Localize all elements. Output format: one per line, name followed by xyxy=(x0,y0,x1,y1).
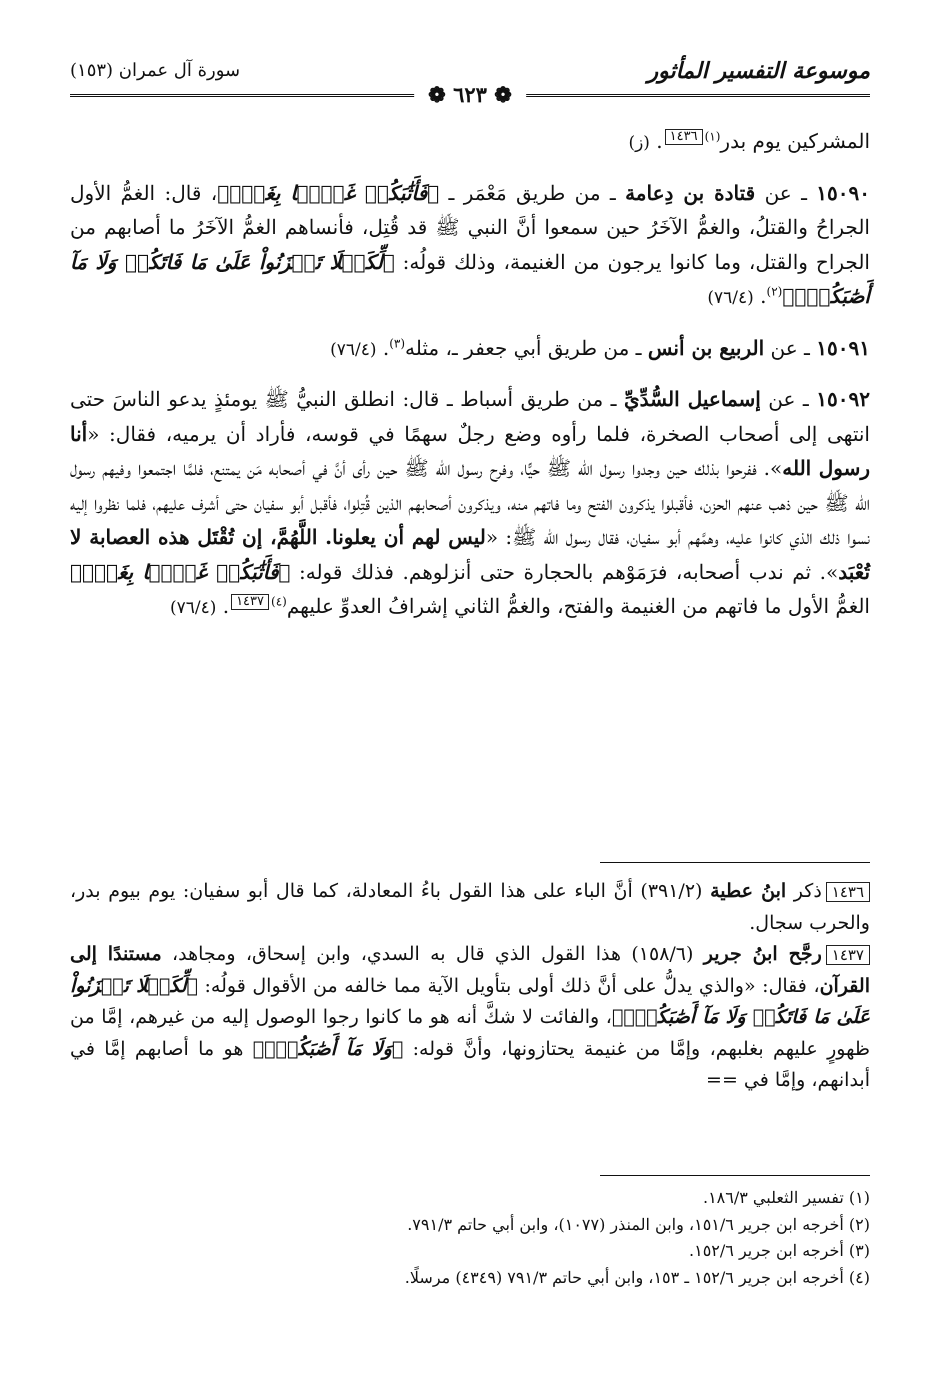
note-number-box: ١٤٣٧ xyxy=(231,594,269,610)
text-run: (٣٩١/٢) أنَّ الباء على هذا القول باءُ المعادلة، كما قال أبو سفيان: يوم بيوم بدر، والحرب سجال. xyxy=(70,880,870,934)
narration-number: ١٥٠٩١ xyxy=(816,335,870,360)
volume-reference: (٧٦/٤) xyxy=(330,339,377,360)
main-text xyxy=(70,124,870,626)
footnote: (٣) أخرجه ابن جرير ١٥٢/٦. xyxy=(689,1241,870,1260)
footnote: (٢) أخرجه ابن جرير ١٥١/٦، وابن المنذر (١٠٧٧)، وابن أبي حاتم ٧٩١/٣. xyxy=(407,1214,870,1234)
volume-reference: (٧٦/٤) xyxy=(707,288,754,308)
text-run: . xyxy=(649,129,663,153)
bold-text: رجَّح ابنُ جرير xyxy=(703,943,822,965)
text-run: . xyxy=(216,594,230,618)
quran-verse: ﴿فَأَثَٰبَكُمۡ غَمَّۢا بِغَمّٖ﴾ xyxy=(217,180,440,205)
text-run: ، قال: الغمُّ الأول الجراحُ والقتلُ، والغمُّ الآخَرُ حين سمعوا أنَّ النبي ﷺ قد قُتِل، فأنساهم الغمُّ الآخَرُ ما أصابهم من الجراح والقتل، وما كانوا يرجون من الغنيمة، وذلك قولُه: xyxy=(70,180,870,274)
paragraph xyxy=(70,176,870,316)
ornament-icon: ❁ xyxy=(486,82,512,107)
text-run: (١٥٨/٦) هذا القول الذي قال به السدي، وابن إسحاق، ومجاهد، xyxy=(161,943,704,965)
narration-number: ١٥٠٩٢ xyxy=(816,387,870,411)
quran-verse: ﴿لِّكَيۡلَا تَحۡزَنُواْ عَلَىٰ مَا فَاتَكُمۡ وَلَا مَآ أَصَٰبَكُمۡۗ﴾ xyxy=(70,974,870,1028)
text-run: . xyxy=(753,284,767,308)
text-run: ـ من طريق مَعْمَر ـ xyxy=(439,180,626,205)
volume-reference: (٧٦/٤) xyxy=(169,598,217,618)
text-run: ، والفائت لا شكَّ أنه هو ما كانوا رجوا الوصول إليه من غيرهم، إمَّا من ظهورٍ عليهم بغلبهم، وإمَّا من غنيمة يحتازونها، وأنَّ قوله: xyxy=(70,1006,870,1060)
footnote: (٤) أخرجه ابن جرير ١٥٢/٦ ـ ١٥٣، وابن أبي حاتم ٧٩١/٣ (٤٣٤٩) مرسلًا. xyxy=(404,1267,870,1287)
paragraph xyxy=(70,331,870,368)
commentary-note xyxy=(70,939,870,1097)
paragraph xyxy=(70,382,870,626)
bold-text: ابنُ عطية xyxy=(710,880,787,902)
note-number-box: ١٤٣٦ xyxy=(826,882,870,902)
commentary-notes xyxy=(70,876,870,1097)
bold-text: قتادة بن دِعامة xyxy=(625,180,756,205)
text-run: ـ من طريق أبي جعفر ـ، مثله xyxy=(405,335,648,360)
page-number xyxy=(414,82,526,107)
text-run: ـ عن xyxy=(755,180,817,205)
text-run: ذكر xyxy=(786,880,822,902)
footnotes-separator xyxy=(600,1175,870,1176)
text-run: الغمُّ الأول ما فاتهم من الغنيمة والفتح، والغمُّ الثاني إشرافُ العدوِّ عليهم xyxy=(286,594,870,618)
paragraph xyxy=(70,124,870,161)
volume-reference: (ز) xyxy=(628,133,650,153)
page-header xyxy=(70,58,870,108)
text-run: . xyxy=(376,335,390,360)
notes-separator xyxy=(600,862,870,863)
text-run: ـ عن xyxy=(764,335,817,360)
note-number-box: ١٤٣٧ xyxy=(826,945,870,965)
quran-verse: ﴿وَلَا مَآ أَصَٰبَكُمۡۗ﴾ xyxy=(252,1037,404,1060)
ornament-icon: ❁ xyxy=(428,82,454,107)
text-run: ـ عن xyxy=(760,387,817,411)
footnote-marker: (٣) xyxy=(389,335,406,350)
page-number-text: ٦٢٣ xyxy=(453,82,487,107)
text-run: ، فقال: «والذي يدلُّ على أنَّ ذلك أولى بتأويل الآية مما خالفه من الأقوال قولُه: xyxy=(197,974,820,997)
note-number-box: ١٤٣٦ xyxy=(665,129,703,145)
footnote: (١) تفسير الثعلبي ١٨٦/٣. xyxy=(702,1188,870,1207)
text-run: ». ثم ندب أصحابه، فرَمَوْهم بالحجارة حتى أنزلوهم. فذلك قوله: xyxy=(290,559,839,584)
text-run: هو ما أصابهم إمَّا في أبدانهم، وإمَّا في == xyxy=(70,1037,870,1091)
text-run: ». ففرحوا بذلك حين وجدوا رسول الله ﷺ حيًّا، وفرح رسول الله ﷺ حين رأى أنَّ في أصحابه مَن يمتنع، فلمَّا اجتمعوا وفيهم رسول الله ﷺ حين ذهب عنهم الحزن، فأقبلوا يذكرون الفتح وما فاتهم منه، ويذكرون أصحابهم الذين قُتِلوا، فأقبل أبو سفيان حتى أشرف عليهم، فلما نظروا إليه نسوا ذلك الذي كانوا عليه، وهمَّهم أبو سفيان، فقال رسول الله ﷺ: « xyxy=(70,456,870,549)
quran-verse: ﴿فَأَثَٰبَكُمۡ غَمَّۢا بِغَمّٖ﴾ xyxy=(70,559,291,584)
text-run: المشركين يوم بدر xyxy=(720,129,870,153)
bold-text: أنا رسول الله xyxy=(70,421,870,480)
bold-text: ليس لهم أن يعلونا. اللَّهُمَّ، إن تُقْتَل هذه العصابة لا تُعْبَد xyxy=(70,525,871,584)
footnotes xyxy=(70,1185,870,1291)
text-run: ـ من طريق أسباط ـ قال: انطلق النبيُّ ﷺ يومئذٍ يدعو الناسَ حتى انتهى إلى أصحاب الصخرة، فلما رأوه وضع رجلٌ سهمًا في قوسه، فأراد أن يرميه، فقال: « xyxy=(70,387,870,446)
commentary-note xyxy=(70,876,870,939)
bold-text: إسماعيل السُّدِّيِّ xyxy=(624,387,761,411)
quran-verse: ﴿لِّكَيۡلَا تَحۡزَنُواْ عَلَىٰ مَا فَاتَكُمۡ وَلَا مَآ أَصَٰبَكُمۡۗ﴾ xyxy=(70,249,870,308)
bold-text: مستندًا إلى القرآن xyxy=(70,943,870,997)
narration-number: ١٥٠٩٠ xyxy=(816,180,870,205)
footnote-marker: (١) xyxy=(704,129,721,144)
footnote-marker: (٢) xyxy=(766,284,783,299)
book-title: موسوعة التفسير المأثور xyxy=(647,58,870,84)
surah-title: سورة آل عمران (١٥٣) xyxy=(70,60,241,81)
bold-text: الربيع بن أنس xyxy=(647,335,765,360)
footnote-marker: (٤) xyxy=(271,594,287,609)
